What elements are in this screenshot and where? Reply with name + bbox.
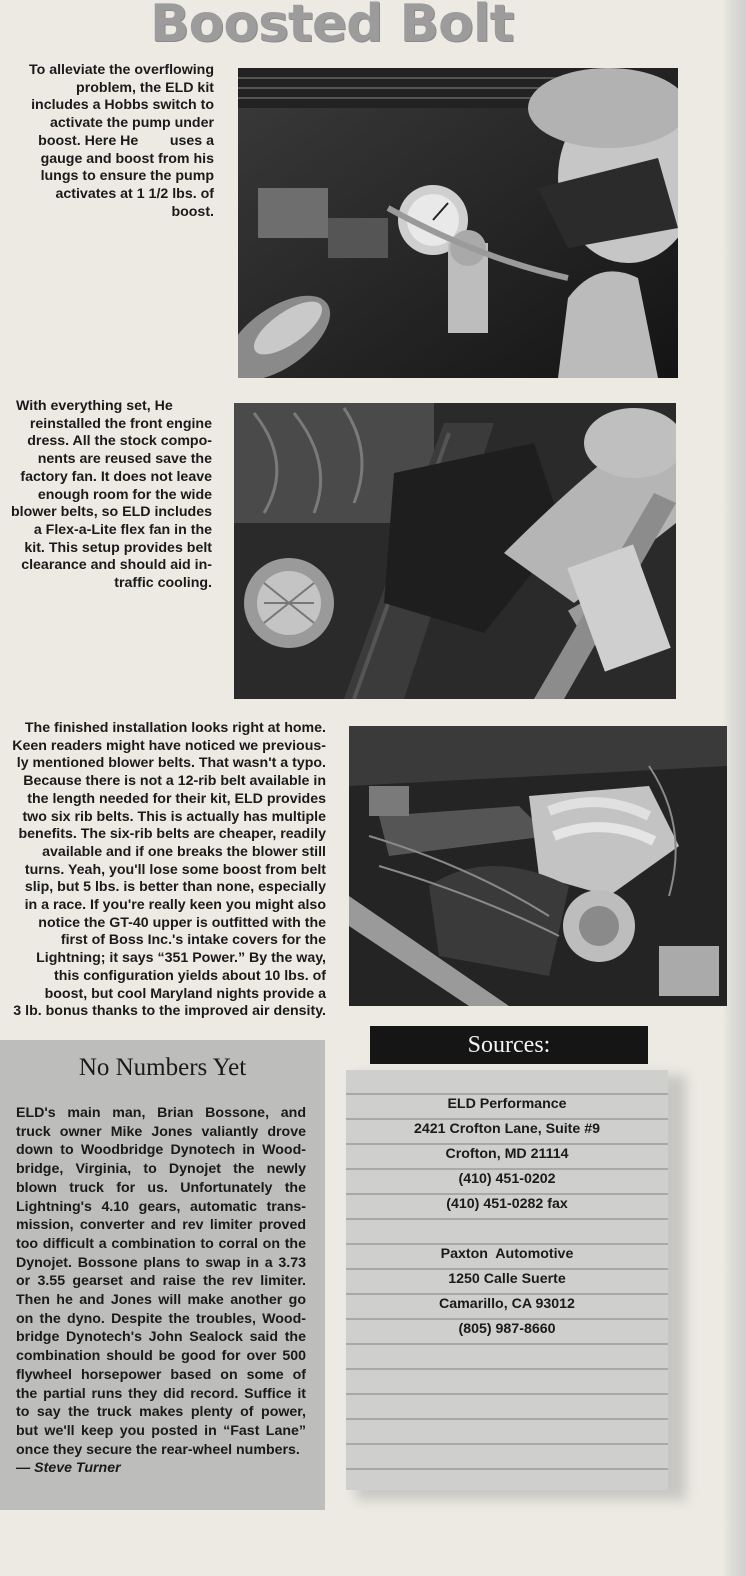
caption-line: The finished installation looks right at home.: [24, 720, 326, 736]
caption-line: includes a Hobbs switch to: [31, 97, 214, 114]
caption-front-engine: [4, 398, 212, 593]
sidebar-line: bridge, Virginia, to Dynojet the newly: [16, 1161, 306, 1178]
caption-line: lungs to ensure the pump: [40, 168, 214, 185]
caption-line: problem, the ELD kit: [76, 79, 214, 96]
caption-line: dress. All the stock compo-: [27, 433, 212, 450]
caption-line: kit. This setup provides belt: [24, 539, 212, 556]
caption-line: the length needed for their kit, ELD provides: [27, 790, 326, 807]
sidebar-line: ELD's main man, Brian Bossone, and: [16, 1105, 306, 1121]
sidebar-line: on the dyno. Despite the troubles, Wood-: [16, 1310, 306, 1327]
sidebar-no-numbers: [0, 1040, 325, 1510]
sidebar-line: or 3.55 gearset and raise the rev limiter.: [16, 1273, 306, 1290]
caption-line: turns. Yeah, you'll lose some boost from belt: [24, 861, 326, 878]
source-paxton-city: Camarillo, CA 93012: [439, 1296, 575, 1312]
sidebar-line: flywheel horsepower based on some of: [16, 1366, 306, 1383]
caption-line: a Flex-a-Lite flex fan in the: [33, 521, 212, 538]
caption-hobbs-switch: [10, 62, 214, 221]
caption-line: reinstalled the front engine: [29, 415, 212, 432]
caption-line: boost. Here He uses a: [38, 132, 214, 149]
sidebar-line: Then he and Jones will make another go: [16, 1292, 306, 1309]
caption-line: 3 lb. bonus thanks to the improved air density.: [13, 1003, 326, 1020]
source-eld-city: Crofton, MD 21114: [445, 1146, 569, 1162]
caption-line: available and if one breaks the blower still: [42, 843, 326, 860]
caption-line: two six rib belts. This is actually has multiple: [22, 808, 326, 825]
source-eld-fax: (410) 451-0282 fax: [446, 1196, 568, 1212]
caption-line: blower belts, so ELD includes: [10, 504, 212, 521]
caption-line: To alleviate the overflowing: [29, 62, 214, 78]
sidebar-line: but we'll keep you posted in “Fast Lane”: [16, 1422, 306, 1439]
caption-line: slip, but 5 lbs. is better than none, especially: [24, 879, 326, 896]
source-paxton-address: 1250 Calle Suerte: [448, 1271, 566, 1287]
caption-finished-install: [0, 720, 326, 1021]
photo-fan-install: [234, 403, 676, 699]
caption-line: Keen readers might have noticed we previous-: [12, 737, 326, 754]
caption-line: benefits. The six-rib belts are cheaper, readily: [18, 826, 326, 843]
headline: Boosted Bolt: [150, 0, 514, 54]
caption-line: gauge and boost from his: [40, 150, 214, 167]
source-eld-address: 2421 Crofton Lane, Suite #9: [413, 1121, 601, 1137]
caption-line: first of Boss Inc.'s intake covers for the: [60, 932, 326, 949]
sidebar-byline: — Steve Turner: [16, 1460, 121, 1477]
sidebar-line: down to Woodbridge Dynotech in Wood-: [16, 1142, 306, 1159]
caption-line: factory fan. It does not leave: [20, 468, 212, 485]
page-edge: [724, 0, 746, 1576]
source-eld-phone: (410) 451-0202: [458, 1171, 556, 1187]
sidebar-line: the partial runs they did record. Suffice it: [16, 1385, 306, 1402]
caption-line: enough room for the wide: [37, 486, 212, 503]
caption-line: nents are reused save the: [37, 451, 212, 468]
sidebar-line: to say the truck makes plenty of power,: [16, 1404, 306, 1421]
sidebar-line: too difficult a combination to corral on the: [16, 1235, 306, 1252]
caption-line: activates at 1 1/2 lbs. of: [55, 185, 214, 202]
sidebar-line: Lightning's 4.10 gears, automatic trans-: [16, 1198, 306, 1215]
sidebar-body: [16, 1104, 306, 1478]
photo-boost-gauge: [238, 68, 678, 378]
caption-line: activate the pump under: [50, 115, 214, 132]
caption-line: Lightning; it says “351 Power.” By the way,: [36, 950, 326, 967]
photo-engine-bay: [349, 726, 727, 1006]
caption-line: notice the GT-40 upper is outfitted with the: [38, 914, 326, 931]
caption-line: boost.: [171, 203, 214, 220]
source-paxton-name: Paxton Automotive: [440, 1246, 574, 1262]
caption-line: boost, but cool Maryland nights provide a: [44, 985, 326, 1002]
sidebar-line: Dynojet. Bossone plans to swap in a 3.73: [16, 1254, 306, 1271]
sidebar-line: truck owner Mike Jones valiantly drove: [16, 1123, 306, 1140]
sidebar-line: once they secure the rear-wheel numbers.: [16, 1441, 300, 1458]
sources-title: Sources:: [370, 1026, 648, 1064]
sidebar-title: No Numbers Yet: [78, 1054, 247, 1081]
sidebar-line: bridge Dynotech's John Sealock said the: [16, 1329, 306, 1346]
sidebar-line: combination should be good for over 500: [16, 1348, 306, 1365]
caption-line: Because there is not a 12-rib belt available in: [23, 773, 326, 790]
caption-line: clearance and should aid in-: [21, 557, 212, 574]
sidebar-line: mission, converter and rev limiter proved: [16, 1217, 306, 1234]
caption-line: this configuration yields about 10 lbs. of: [54, 967, 326, 984]
caption-line: in a race. If you're really keen you might also: [24, 897, 326, 914]
source-paxton-phone: (805) 987-8660: [458, 1321, 556, 1337]
sidebar-line: blown truck for us. Unfortunately the: [16, 1179, 306, 1196]
caption-line: ly mentioned blower belts. That wasn't a typo.: [16, 755, 326, 772]
caption-line: With everything set, He: [16, 398, 173, 414]
source-eld-name: ELD Performance: [447, 1096, 567, 1112]
caption-line: traffic cooling.: [114, 575, 212, 592]
